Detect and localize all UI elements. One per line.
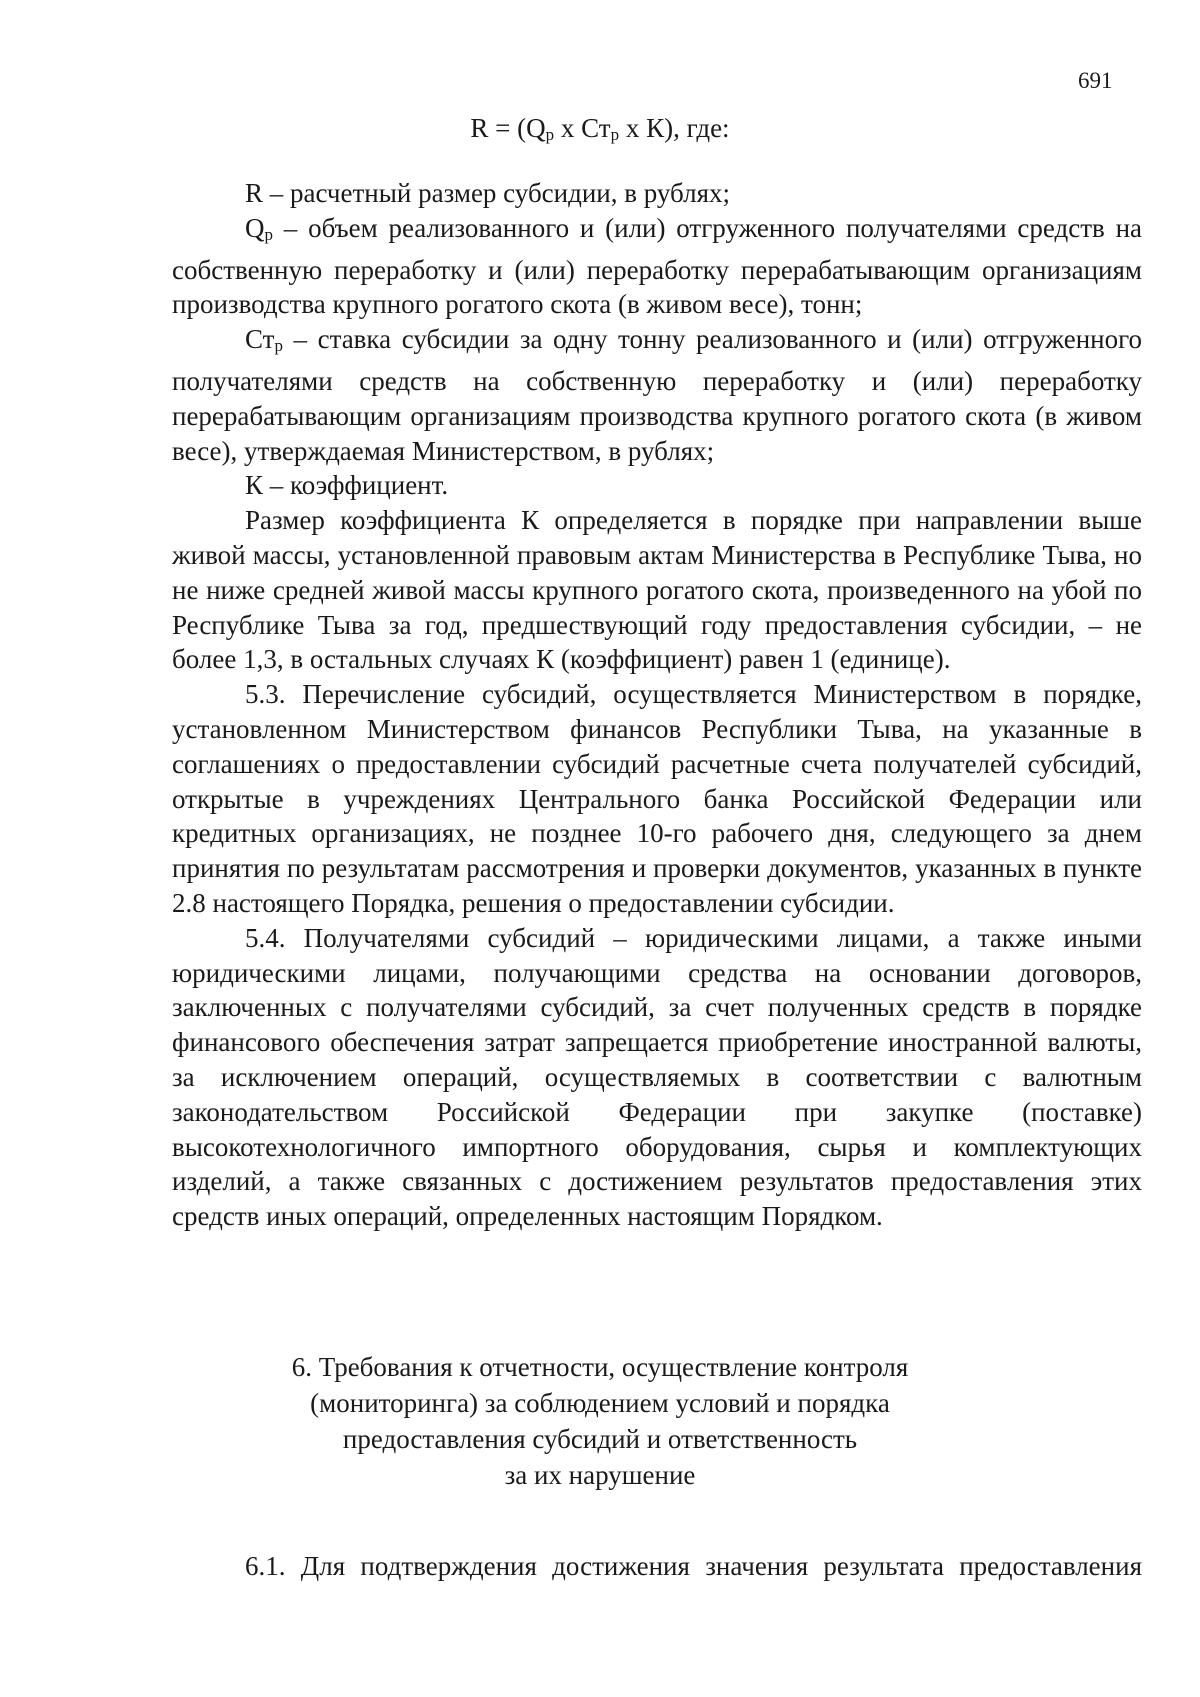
formula-subscript-2: р [610,125,620,144]
subsidy-formula [0,108,1200,155]
paragraph-k-size: Размер коэффициента К определяется в порядке при направлении выше живой массы, установленной правовым актам Министерства в Республике Тыва, но не ниже средней живой массы крупного рогатого скота, произведенного на убой по Республике Тыва за год, предшествующий году предоставления субсидии, – не более 1,3, в остальных случаях К (коэффициент) равен 1 (единице). [172,505,1142,675]
st-description: – ставка субсидии за одну тонну реализованного и (или) отгруженного получателями средств на собственную переработку и (или) переработку перерабатывающим организациям производства крупного рогатого скота (в живом весе), утверждаемая Министерством, в рублях; [172,324,1142,466]
definition-q [172,211,1142,322]
section-6-heading [0,1349,1200,1493]
heading-line: предоставления субсидий и ответственность [342,1424,858,1454]
q-subscript: р [264,224,273,244]
formula-subscript-1: р [545,125,555,144]
st-subscript: р [274,336,283,356]
definition-r: R – расчетный размер субсидии, в рублях; [245,178,730,208]
heading-line: (мониторинга) за соблюдением условий и порядка [310,1388,890,1418]
formula-suffix: х К), где: [619,113,730,143]
st-symbol: Ст [245,324,275,355]
paragraph-5-4: 5.4. Получателями субсидий – юридическими лицами, а также иными юридическими лицами, получающими средства на основании договоров, заключенных с получателями субсидий, за счет полученных средств в порядке финансового обеспечения затрат запрещается приобретение иностранной валюты, за исключением операций, осуществляемых в соответствии с валютным законодательством Российской Федерации при закупке (поставке) высокотехнологичного импортного оборудования, сырья и комплектующих изделий, а также связанных с достижением результатов предоставления этих средств иных операций, определенных настоящим Порядком. [172,922,1142,1232]
formula-prefix: R = (Q [470,113,546,143]
formula-mid: х Ст [554,113,611,143]
paragraph-5-3: 5.3. Перечисление субсидий, осуществляется Министерством в порядке, установленном Министерством финансов Республики Тыва, на указанные в соглашениях о предоставлении субсидий расчетные счета получателей субсидий, открытые в учреждениях Центрального банка Российской Федерации или кредитных организациях, не позднее 10-го рабочего дня, следующего за днем принятия по результатам рассмотрения и проверки документов, указанных в пункте 2.8 настоящего Порядка, решения о предоставлении субсидии. [172,679,1142,918]
heading-line: 6. Требования к отчетности, осуществление контроля [291,1352,909,1382]
heading-line: за их нарушение [504,1460,696,1490]
definition-k: К – коэффициент. [245,470,449,501]
q-symbol: Q [245,212,265,243]
page-number: 691 [1078,68,1113,93]
definition-st [172,322,1142,468]
paragraph-6-1: 6.1. Для подтверждения достижения значения результата предоставления [245,1551,1142,1581]
document-body [172,176,1142,1234]
q-description: – объем реализованного и (или) отгруженного получателями средств на собственную переработку и (или) переработку перерабатывающим организациям производства крупного рогатого скота (в живом весе), тонн; [172,212,1142,320]
